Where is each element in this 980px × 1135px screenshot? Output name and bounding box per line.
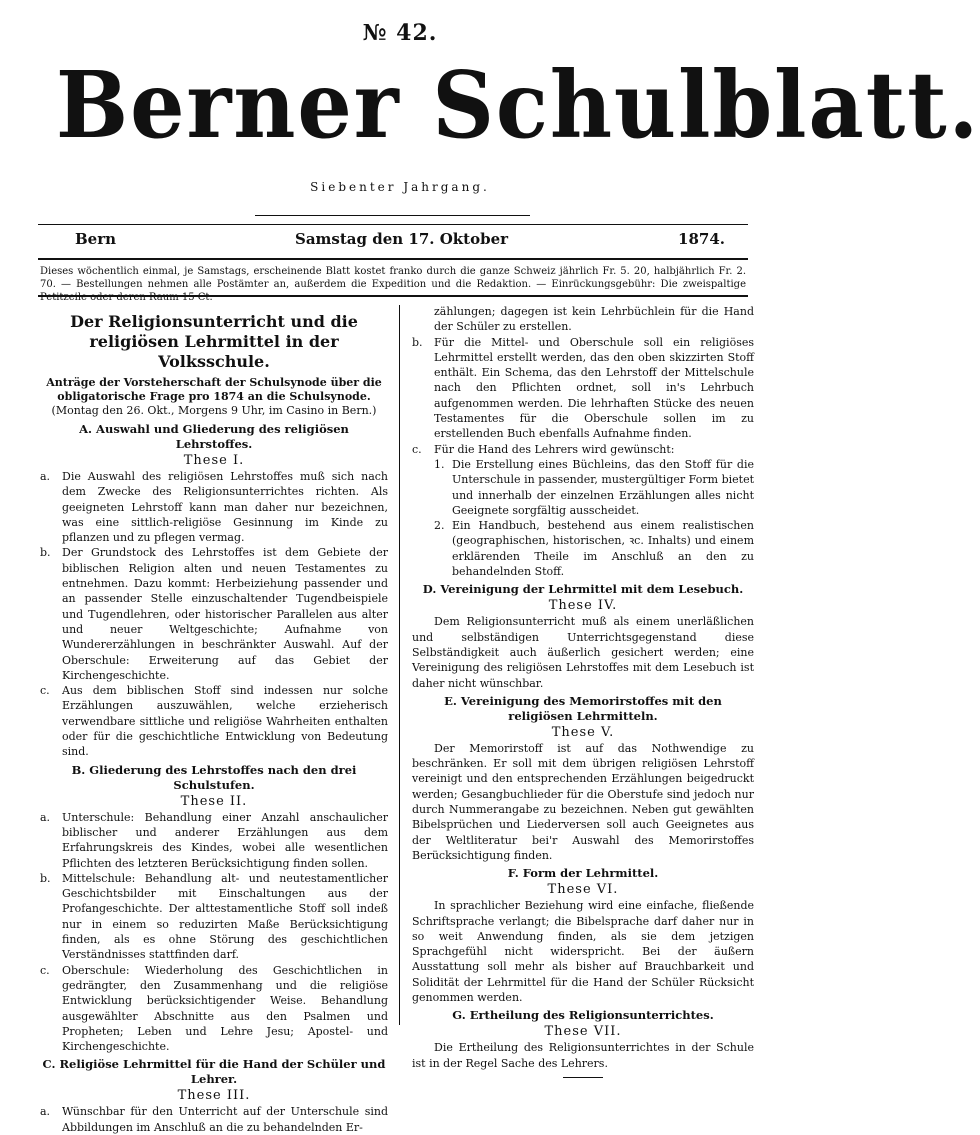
these-6-text: In sprachlicher Beziehung wird eine einfache, fließende Schriftsprache verlangt; die Bibelsprache darf daher nur in so weit Anwendung finden, als sie dem jetzigen Sprachgefühl nicht widerspricht. Bei der äußern Ausstattung soll mehr als bisher auf Brauchbarkeit und Solidität der Lehrmittel für die Hand der Schüler Rücksicht genommen werden. [412, 899, 754, 1004]
article-meeting: (Montag den 26. Okt., Morgens 9 Uhr, im Casino in Bern.) [51, 404, 377, 417]
end-rule [563, 1077, 603, 1078]
left-column [40, 310, 388, 1135]
section-c-heading: C. Religiöse Lehrmittel für die Hand der Schüler und Lehrer. [42, 1057, 386, 1087]
these-5: These V. [551, 724, 615, 740]
right-column [412, 304, 754, 1078]
section-d-heading: D. Vereinigung der Lehrmittel mit dem Lesebuch. [422, 582, 744, 597]
item-label: b. [40, 546, 51, 560]
subscription-top-rule [38, 258, 748, 260]
these-2: These II. [180, 793, 248, 809]
article-motion: Anträge der Vorsteherschaft der Schulsynode über die obligatorische Frage pro 1874 an die Schulsynode. [46, 376, 382, 403]
volume-line: Siebenter Jahrgang. [310, 180, 490, 194]
masthead-title: Berner Schulblatt. [55, 51, 980, 159]
these-7-text: Die Ertheilung des Religionsunterrichtes in der Schule ist in der Regel Sache des Lehrers. [412, 1041, 754, 1070]
list-item [40, 963, 388, 1055]
item-text: Oberschule: Wiederholung des Geschichtlichen in gedrängter, den Zusammenhang und die religiöse Entwicklung berücksichtigender Weise. Behandlung ausgewählter Abschnitte aus den Psalmen und Propheten; Leben und Lehre Jesu; Apostel- und Kirchengeschichte. [62, 963, 388, 1054]
these-4: These IV. [548, 598, 618, 614]
item-label: c. [40, 963, 50, 977]
these-3: These III. [177, 1088, 251, 1104]
item-text: Mittelschule: Behandlung alt- und neutestamentlicher Geschichtsbilder mit Einschaltungen aus der Profangeschichte. Der alttestamentliche Stoff soll indeß nur in einem so reduzirten Maße Berücksichtigung finden, als es ohne Störung des geschichtlichen Verständnisses stattfinden darf. [62, 871, 388, 962]
dateline-place: Bern [75, 230, 117, 248]
section-b-heading: B. Gliederung des Lehrstoffes nach den drei Schulstufen. [71, 762, 357, 792]
sub-item [434, 457, 754, 518]
item-text: Die Erstellung eines Büchleins, das den Stoff für die Unterschule in passender, mustergültiger Form bietet und innerhalb der einzelnen Erzählungen alles nicht Geeignete sorgfältig ausscheidet. [452, 457, 754, 517]
list-item [40, 683, 388, 759]
column-divider [399, 305, 400, 1025]
item-label: a. [40, 470, 51, 483]
item-label: b. [412, 335, 423, 349]
dateline-date: Samstag den 17. Oktober [295, 230, 509, 248]
item-label: a. [40, 810, 51, 824]
these-4-text: Dem Religionsunterricht muß als einem unerläßlichen und selbständigen Unterrichtsgegenstand diese Selbständigkeit auch äußerlich gesichert werden; eine Vereinigung des religiösen Lehrstoffes mit dem Lesebuch ist daher nicht wünschbar. [412, 615, 754, 690]
section-f-heading: F. Form der Lehrmittel. [507, 866, 659, 881]
section-g-heading: G. Ertheilung des Religionsunterrichtes. [452, 1008, 714, 1023]
item-text: Aus dem biblischen Stoff sind indessen nur solche Erzählungen auszuwählen, welche erzieherisch verwendbare sittliche und religiöse Wahrheiten enthalten oder für die geschichtliche Entwicklung von Bedeutung sind. [62, 684, 388, 759]
item-label: 1. [434, 457, 445, 471]
item-label: c. [40, 684, 50, 698]
dateline-top-rule [38, 224, 748, 225]
section-e-heading: E. Vereinigung des Memorirstoffes mit den religiösen Lehrmitteln. [444, 693, 722, 723]
issue-number: № 42. [362, 20, 438, 46]
list-item [40, 545, 388, 683]
sub-item [434, 518, 754, 579]
item-text: Wünschbar für den Unterricht auf der Unterschule sind Abbildungen im Anschluß an die zu behandelnden Er- [62, 1105, 388, 1134]
list-item [40, 1104, 388, 1135]
dateline [75, 230, 725, 252]
item-text: zählungen; dagegen ist kein Lehrbüchlein für die Hand der Schüler zu erstellen. [434, 305, 754, 334]
list-item [412, 442, 754, 457]
dateline-year: 1874. [678, 230, 725, 248]
item-label: c. [412, 442, 422, 456]
list-item [412, 335, 754, 442]
these-7: These VII. [544, 1024, 622, 1040]
section-a-heading: A. Auswahl und Gliederung des religiösen Lehrstoffes. [79, 422, 349, 451]
subscription-notice: Dieses wöchentlich einmal, je Samstags, erscheinende Blatt kostet franko durch die ganze Schweiz jährlich Fr. 5. 20, halbjährlich Fr. 2. 70. — Bestellungen nehmen alle Postämter an, außerdem die Expedition und die Redaktion. — Einrückungsgebühr: Die zweispaltige Petitzeile oder deren Raum 15 Ct. [40, 266, 746, 303]
item-text: Unterschule: Behandlung einer Anzahl anschaulicher biblischer und anderer Erzählungen aus dem Erfahrungskreis des Kindes, wobei alle wesentlichen Pflichten des letzteren Berücksichtigung finden sollen. [62, 810, 388, 870]
list-item [40, 810, 388, 871]
item-text: Die Auswahl des religiösen Lehrstoffes muß sich nach dem Zwecke des Religionsunterrichtes richten. Als geeigneten Lehrstoff kann man daher nur bezeichnen, was eine sittlich-religiöse Gesinnung im Kinde zu pflanzen und zu pflegen vermag. [62, 470, 388, 545]
item-label: a. [40, 1105, 51, 1119]
list-item [40, 469, 388, 545]
these-6: These VI. [547, 882, 619, 898]
item-text: Für die Hand des Lehrers wird gewünscht: [434, 442, 675, 456]
item-text: Für die Mittel- und Oberschule soll ein religiöses Lehrmittel erstellt werden, das den oben skizzirten Stoff enthält. Ein Schema, das den Lehrstoff der Mittelschule nach den Pflichten ordnet, soll in's Lehrbuch aufgenommen werden. Die lehrhaften Stücke des neuen Testamentes für die Oberschule sollen im zu erstellenden Buch ebenfalls Aufnahme finden. [434, 335, 754, 441]
item-text: Der Grundstock des Lehrstoffes ist dem Gebiete der biblischen Religion alten und neuen Testamentes zu entnehmen. Dazu kommt: Herbeiziehung passender und an passender Stelle einzuschaltender Tugendbeispiele und Tugendlehren, oder historischer Parallelen aus alter und neuer Weltgeschichte; Aufnahme von Wundererzählungen in beschränkter Auswahl. Auf der Oberschule: Erweiterung auf das Gebiet der Kirchengeschichte. [62, 546, 388, 682]
item-label: b. [40, 871, 51, 885]
article-title: Der Religionsunterricht und die religiösen Lehrmittel in der Volksschule. [70, 312, 358, 371]
these-5-text: Der Memorirstoff ist auf das Nothwendige zu beschränken. Er soll mit dem übrigen religiösen Lehrstoff vereinigt und den entsprechenden Erzählungen beigedruckt werden; Gesangbuchlieder für die Oberstufe sind jedoch nur durch Nummerangabe zu bezeichnen. Neben gut gewählten Bibelsprüchen und Liederversen soll auch Geeignetes aus der Weltliteratur bei'r Auswahl des Memorirstoffes Berücksichtigung finden. [412, 741, 754, 862]
these-1: These I. [183, 453, 245, 468]
item-label: 2. [434, 519, 445, 533]
masthead-rule [255, 215, 530, 216]
item-text: Ein Handbuch, bestehend aus einem realistischen (geographischen, historischen, ꝛc. Inhalts) und einem erklärenden Theile im Anschluß an den zu behandelnden Stoff. [452, 519, 754, 579]
list-item [40, 871, 388, 963]
subscription-bottom-rule [38, 295, 748, 297]
list-item-continued [412, 304, 754, 335]
